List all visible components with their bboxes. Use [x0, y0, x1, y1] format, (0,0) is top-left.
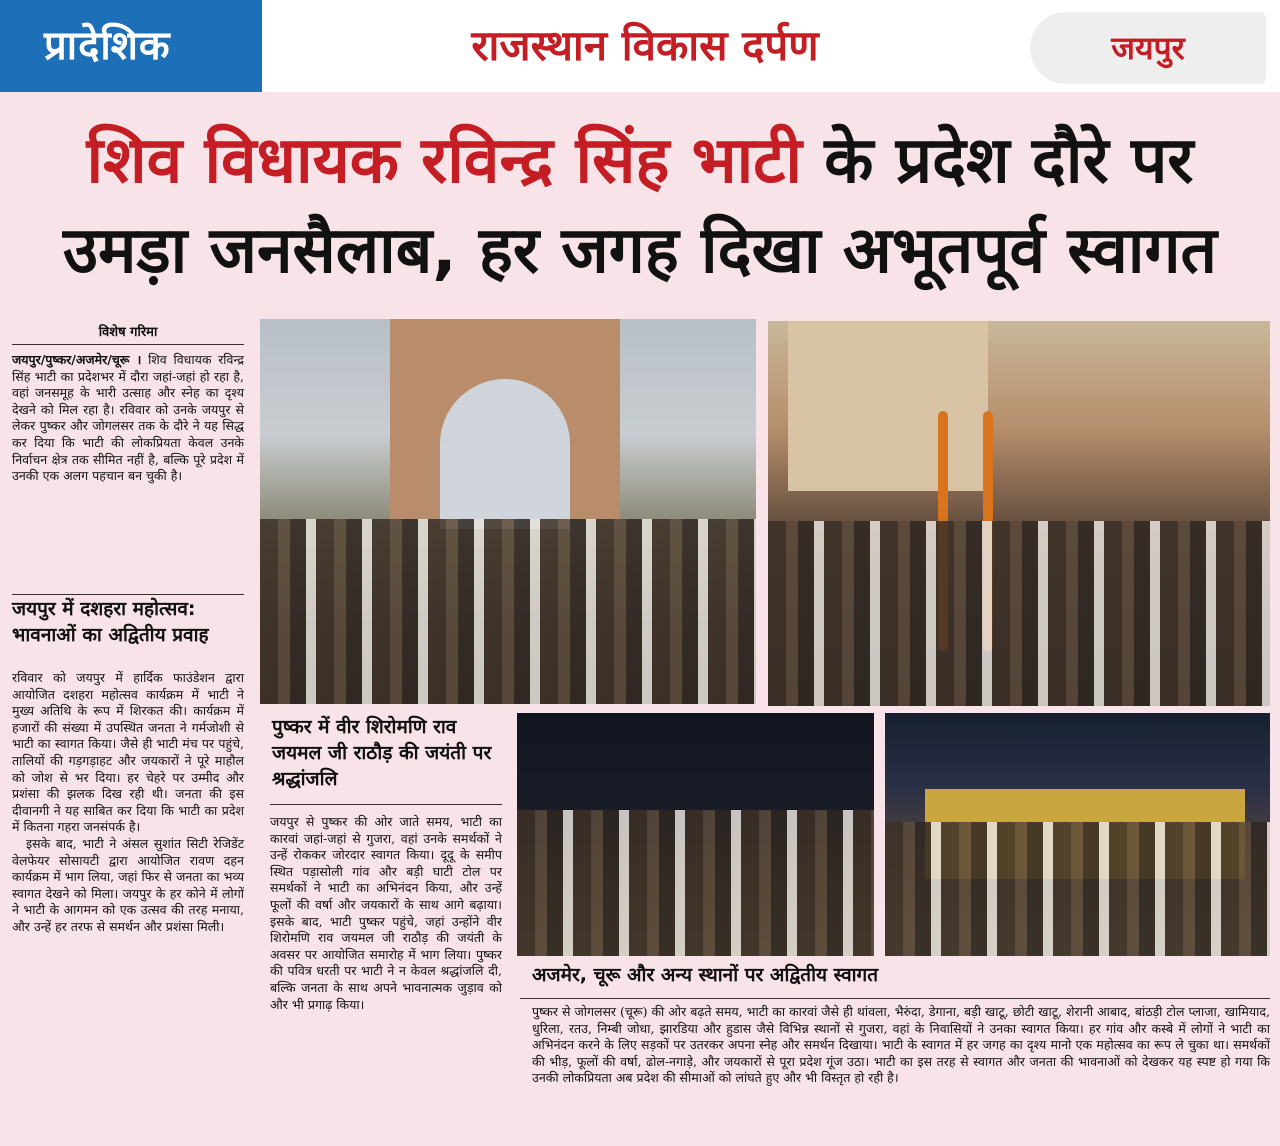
gate-arch	[440, 379, 570, 529]
headline-line-1	[8, 116, 1272, 206]
byline-rule	[12, 344, 244, 345]
photo-society-stage	[885, 713, 1270, 956]
section1-body	[12, 670, 244, 936]
lead-text: शिव विधायक रविन्द्र सिंह भाटी का प्रदेशभर में दौरा जहां-जहां हो रहा है, वहां जनसमूह के भारी उत्साह और स्नेह का दृश्य देखने को मिल रहा है। रविवार को उनके जयपुर से लेकर पुष्कर और जोगलसर तक के दौरे ने यह सिद्ध कर दिया कि भाटी की लोकप्रियता केवल उनके निर्वाचन क्षेत्र तक सीमित नहीं है, बल्कि पूरे प्रदेश में उनकी एक अलग पहचान बन चुकी है।	[12, 352, 244, 484]
photo-temple-welcome	[768, 321, 1270, 706]
crowd-shape	[260, 519, 756, 704]
section3-heading: अजमेर, चूरू और अन्य स्थानों पर अद्वितीय स्वागत	[532, 964, 879, 986]
city-tag: जयपुर	[1111, 29, 1185, 67]
section3-heading-box	[532, 962, 1270, 988]
headline-black-part: के प्रदेश दौरे पर	[802, 124, 1194, 198]
headline-line-2: उमड़ा जनसैलाब, हर जगह दिखा अभूतपूर्व स्वागत	[63, 214, 1217, 288]
temple-shape	[788, 321, 988, 491]
section1-rule	[12, 594, 244, 595]
stage-people-shape	[517, 810, 874, 956]
headline	[8, 104, 1272, 304]
masthead-band	[0, 0, 1280, 92]
newspaper-name: राजस्थान विकास दर्पण	[471, 21, 819, 70]
section1-heading: जयपुर में दशहरा महोत्सव: भावनाओं का अद्वितीय प्रवाह	[12, 598, 209, 646]
headline-red-part: शिव विधायक रविन्द्र सिंह भाटी	[86, 124, 803, 198]
photo-night-stage	[517, 713, 874, 956]
section-tag: प्रादेशिक	[44, 23, 171, 69]
section2-rule	[270, 804, 502, 805]
stage-people-shape	[885, 822, 1270, 956]
section2-body: जयपुर से पुष्कर की ओर जाते समय, भाटी का कारवां जहां-जहां से गुजरा, वहां उनके समर्थकों ने उन्हें रोककर जोरदार स्वागत किया। दूदू के समीप स्थित पड़ासोली गांव और बड़ी घाटी टोल पर समर्थकों ने भाटी का अभिनंदन किया, और उन्हें फूलों की वर्षा और जयकारों के साथ आगे बढ़ाया। इसके बाद, भाटी पुष्कर पहुंचे, जहां उन्होंने वीर शिरोमणि राव जयमल जी राठौड़ की जयंती के अवसर पर आयोजित समारोह में भाग लिया। पुष्कर की पवित्र धरती पर भाटी ने न केवल श्रद्धांजलि दी, बल्कि जनता के साथ अपने भावनात्मक जुड़ाव को और भी प्रगाढ़ किया।	[270, 814, 502, 1012]
byline: विशेष गरिमा	[98, 325, 158, 340]
dateline: जयपुर/पुष्कर/अजमेर/चूरू ।	[12, 352, 142, 367]
section1-para-2: इसके बाद, भाटी ने अंसल सुशांत सिटी रेजिडेंट वेलफेयर सोसायटी द्वारा आयोजित रावण दहन कार्यक्रम में भाग लिया, जहां फिर से जनता का भव्य स्वागत देखने को मिला। जयपुर के हर कोने में लोगों ने भाटी के आगमन को एक उत्सव की तरह मनाया, और उन्हें हर तरफ से समर्थन और प्रशंसा मिली।	[12, 835, 244, 934]
left-column	[12, 318, 244, 1136]
section1-heading-box	[12, 596, 244, 662]
lead-paragraph	[12, 352, 244, 485]
photo-crowd-gate	[260, 319, 756, 704]
crowd-shape	[768, 521, 1270, 706]
section3-body: पुष्कर से जोगलसर (चूरू) की ओर बढ़ते समय, भाटी का कारवां जैसे ही थांवला, भैरुंदा, डेगाना, बड़ी खाटू, छोटी खाटू, शेरानी आबाद, बांठड़ी टोल प्लाजा, खामियाद, धुरिला, रतउ, निम्बी जोधा, झारडिया और हुडास जैसे विभिन्न स्थानों से गुजरा, वहां के निवासियों ने उनका स्वागत किया। हर गांव और कस्बे में लोगों ने भाटी का अभिनंदन करने के लिए सड़कों पर उतरकर अपना स्नेह और समर्थन दिखाया। भाटी के स्वागत में हर जगह का दृश्य मानो एक महोत्सव का रूप ले चुका था। समर्थकों की भीड़, फूलों की वर्षा, ढोल-नगाड़े, और जयकारों से पूरा प्रदेश गूंज उठा। भाटी का इस तरह से स्वागत और जनता की भावनाओं को देखकर यह स्पष्ट हो गया कि उनकी लोकप्रियता अब प्रदेश की सीमाओं को लांघते हुए और भी विस्तृत हो रही है।	[532, 1004, 1270, 1086]
section3-rule	[520, 998, 1270, 999]
section2-heading: पुष्कर में वीर शिरोमणि राव जयमल जी राठौड़ की जयंती पर श्रद्धांजलि	[272, 716, 492, 790]
section1-para-1: रविवार को जयपुर में हार्दिक फाउंडेशन द्वारा आयोजित दशहरा महोत्सव कार्यक्रम में भाटी ने मुख्य अतिथि के रूप में शिरकत की। कार्यक्रम में हजारों की संख्या में उपस्थित जनता ने गर्मजोशी से भाटी का स्वागत किया। जैसे ही भाटी मंच पर पहुंचे, तालियों की गड़गड़ाहट और जयकारों ने पूरे माहौल को जोश से भर दिया। हर चेहरे पर उम्मीद और प्रशंसा की झलक दिख रही थी। जनता की इस दीवानगी ने यह साबित कर दिया कि भाटी का प्रदेश में कितना गहरा जनसंपर्क है।	[12, 670, 244, 835]
